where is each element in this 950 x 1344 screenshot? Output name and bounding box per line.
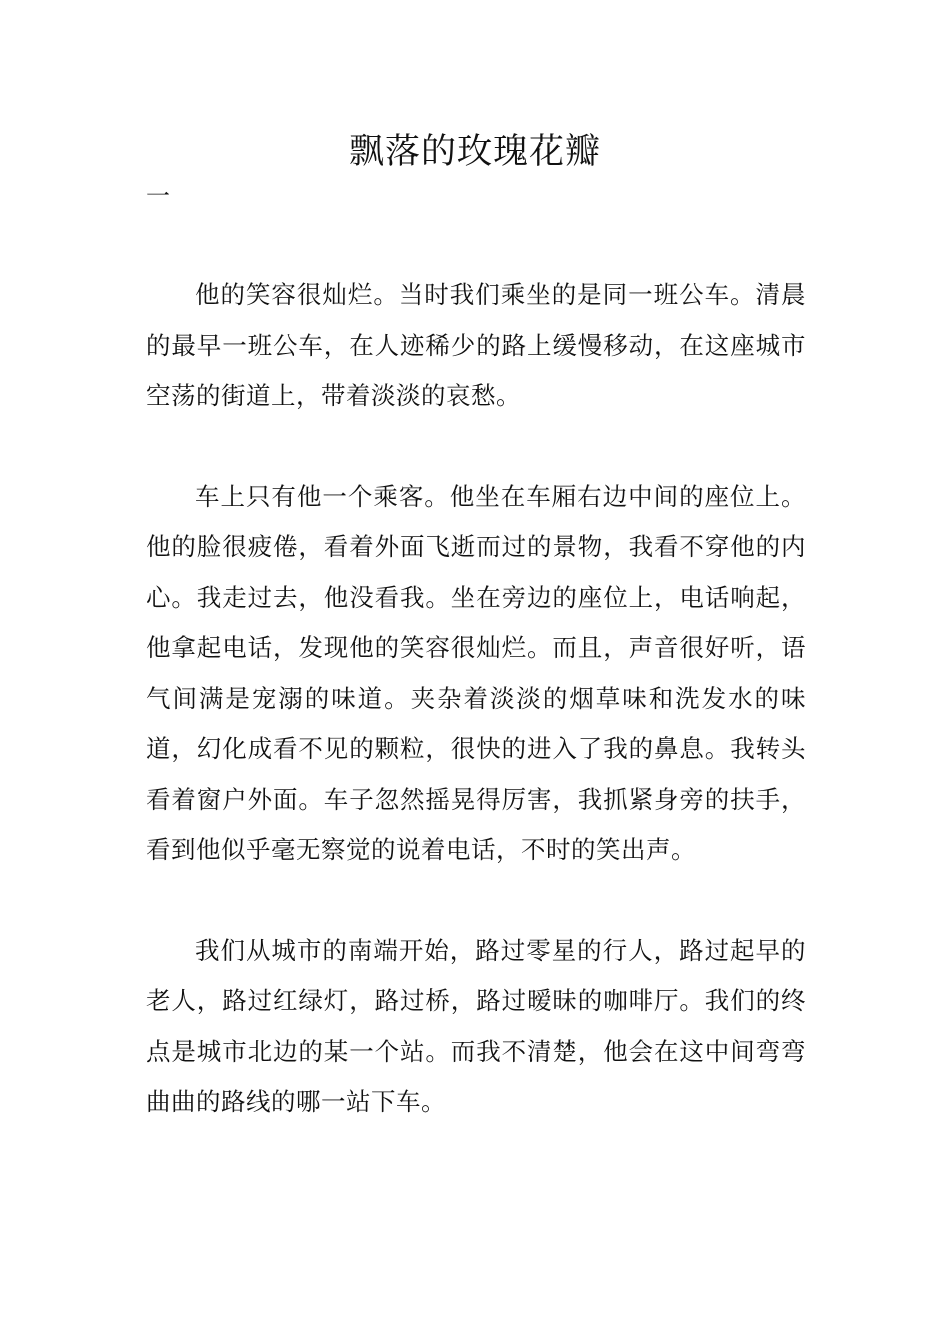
document-body: [146, 270, 806, 1178]
paragraph: 他的笑容很灿烂。当时我们乘坐的是同一班公车。清晨的最早一班公车，在人迹稀少的路上缓慢移动，在这座城市空荡的街道上，带着淡淡的哀愁。: [146, 280, 806, 410]
paragraph: 车上只有他一个乘客。他坐在车厢右边中间的座位上。他的脸很疲倦，看着外面飞逝而过的景物，我看不穿他的内心。我走过去，他没看我。坐在旁边的座位上，电话响起，他拿起电话，发现他的笑容很灿烂。而且，声音很好听，语气间满是宠溺的味道。夹杂着淡淡的烟草味和洗发水的味道，幻化成看不见的颗粒，很快的进入了我的鼻息。我转头看着窗户外面。车子忽然摇晃得厉害，我抓紧身旁的扶手，看到他似乎毫无察觉的说着电话，不时的笑出声。: [146, 481, 806, 864]
section-number: 一: [146, 182, 170, 210]
paragraph: 我们从城市的南端开始，路过零星的行人，路过起早的老人，路过红绿灯，路过桥，路过暧昧的咖啡厅。我们的终点是城市北边的某一个站。而我不清楚，他会在这中间弯弯曲曲的路线的哪一站下车。: [146, 935, 806, 1116]
document-title: 飘落的玫瑰花瓣: [348, 132, 601, 172]
